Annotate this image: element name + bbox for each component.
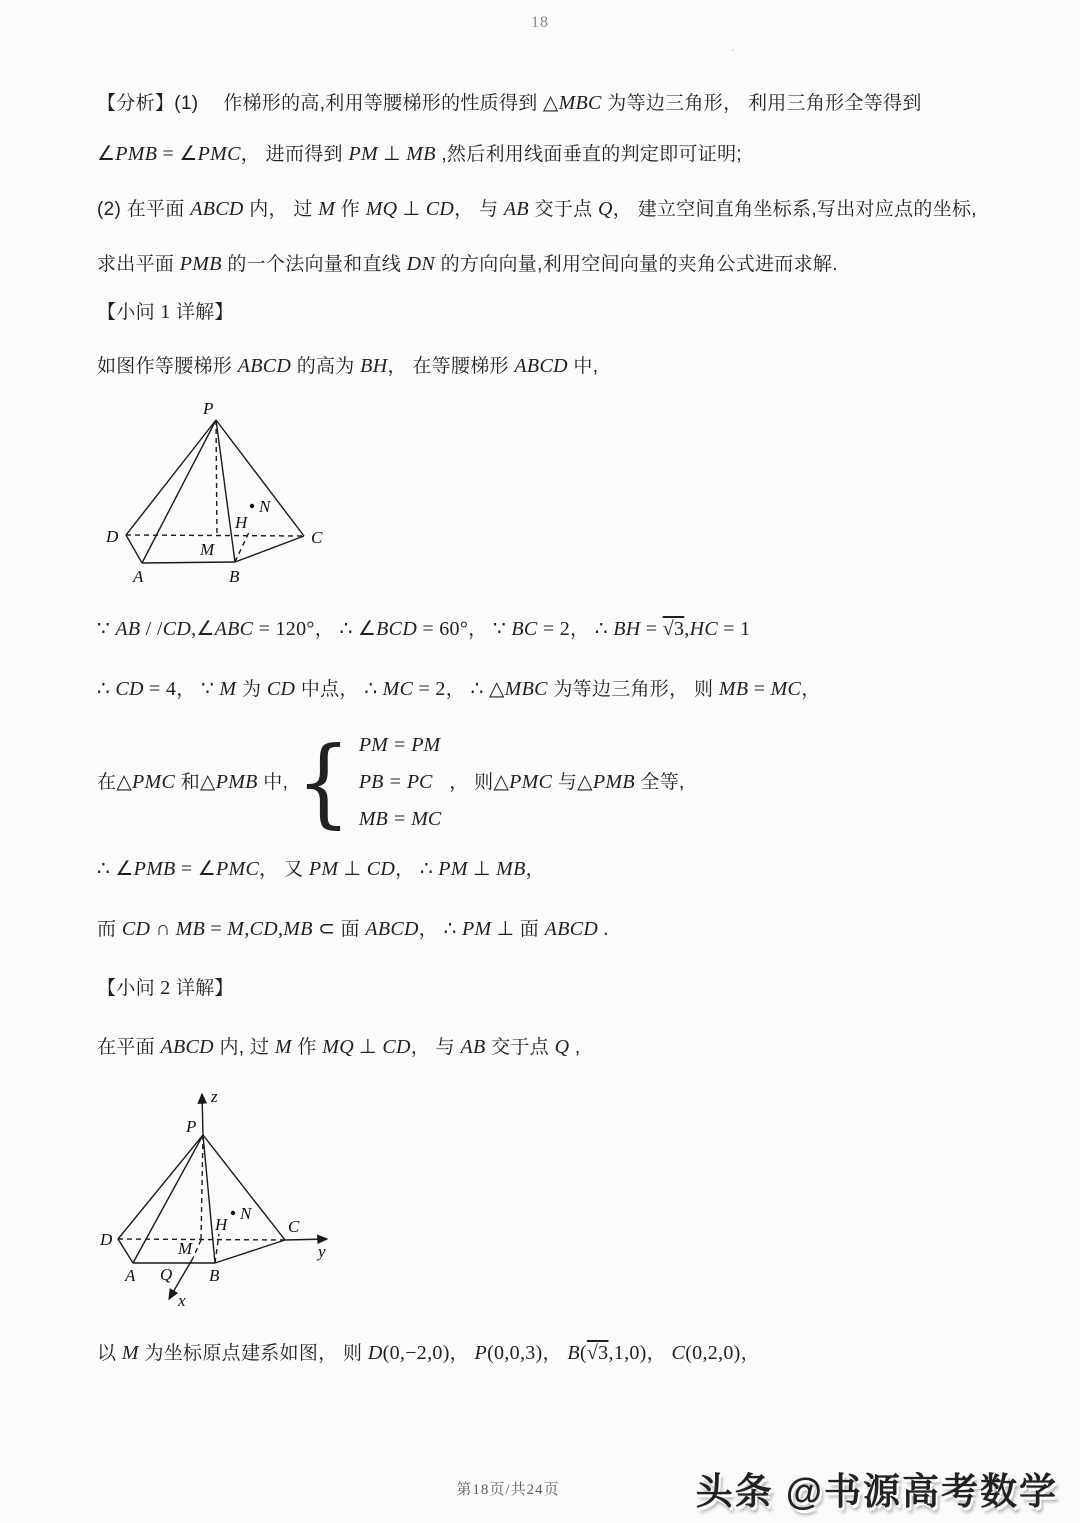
text-segment: CD (266, 678, 296, 700)
text-segment: MBC (504, 678, 548, 700)
text-segment: ， (525, 859, 545, 880)
text-segment: = 1 (717, 618, 751, 640)
text-segment: 在 (97, 772, 117, 793)
altitude-pm (201, 1135, 203, 1240)
figure-pyramid-1 (92, 398, 352, 593)
text-segment: ( (579, 1342, 587, 1364)
text-segment: = ∠ (175, 858, 216, 880)
text-segment: 中点， (295, 679, 365, 700)
text-segment: ,然后利用线面垂直的判定即可证明; (435, 144, 742, 165)
text-segment: 如图作等腰梯形 (97, 356, 238, 377)
text-segment: ⊥ (467, 858, 497, 880)
text-segment: MBC (558, 92, 602, 114)
altitude-pm (216, 420, 217, 536)
point-n-dot (250, 504, 254, 508)
text-segment: PMB (179, 253, 222, 275)
page-number-top: 18 (531, 14, 549, 31)
text-segment: PMC (509, 771, 553, 793)
text-segment: DN (406, 253, 436, 275)
text-segment: M (219, 678, 237, 700)
text-segment: 而 (97, 919, 122, 940)
text-segment: CD (366, 858, 396, 880)
text-segment: = 2 (413, 678, 446, 700)
text-segment: PM (438, 858, 468, 880)
text-segment: CD (382, 1036, 411, 1058)
text-segment: ABCD (514, 355, 568, 377)
text-segment: ， (395, 859, 420, 880)
z-axis-label: z (211, 1087, 218, 1106)
text-segment: M (318, 198, 336, 220)
text-segment: △ (537, 92, 559, 114)
vertex-label-d: D (106, 527, 119, 546)
deduction-line-3 (97, 856, 545, 883)
text-segment: = 4 (143, 678, 177, 700)
vertex-label-a: A (133, 567, 144, 586)
text-segment: ， (646, 1343, 672, 1364)
text-segment: PM (348, 143, 378, 165)
text-segment: MQ (365, 198, 398, 220)
text-segment: AB (503, 198, 529, 220)
analysis-line-2 (97, 141, 742, 168)
text-segment: ， 与 (454, 199, 504, 220)
text-segment: MB (175, 918, 206, 940)
text-segment: PMB (592, 771, 635, 793)
text-segment: Q (554, 1036, 570, 1058)
text-segment: 【小问 (97, 978, 155, 999)
text-segment: ∵ (97, 618, 116, 640)
text-segment: = 120° (253, 618, 315, 640)
text-segment: , (277, 918, 284, 940)
analysis2-line-1 (97, 196, 977, 223)
text-segment: 交于点 (485, 1037, 555, 1058)
subquestion-2-heading (97, 975, 234, 1002)
text-segment: / / (140, 618, 163, 640)
footer-page-label: 第18页/共24页 (456, 1482, 560, 1498)
x-axis-label: x (178, 1291, 186, 1310)
text-segment: ∴ ∠ (97, 858, 134, 880)
vertex-label-b: B (209, 1266, 220, 1285)
point-n-dot (231, 1211, 235, 1215)
coordinates-line (97, 1340, 760, 1367)
text-segment: . (598, 918, 609, 940)
solution2-intro-line (97, 1034, 581, 1061)
text-segment: ABCD (365, 918, 419, 940)
text-segment: = 60° (417, 618, 469, 640)
text-segment: 的一个法向量和直线 (221, 254, 407, 275)
text-segment: CD (425, 198, 455, 220)
text-segment: 为 (236, 679, 267, 700)
text-segment: ⊥ (491, 918, 520, 940)
point-label-n: N (259, 497, 271, 516)
text-segment: 作 (291, 1037, 323, 1058)
text-segment: ∵ (201, 678, 220, 700)
text-segment: △ (577, 771, 593, 793)
text-segment: AB (460, 1036, 486, 1058)
vertex-label-c: C (311, 528, 323, 547)
text-segment: CD (162, 618, 192, 640)
text-segment: PMC (132, 771, 176, 793)
text-segment: AB (115, 618, 141, 640)
text-segment: 以 (97, 1343, 122, 1364)
system-prefix (97, 769, 288, 796)
text-segment: ， (542, 1343, 568, 1364)
text-segment: ⊥ (397, 198, 426, 220)
text-segment: BH (360, 355, 388, 377)
text-segment: ∩ (150, 918, 176, 940)
text-segment: ∴ ∠ (339, 618, 377, 640)
text-segment: Q (598, 198, 613, 220)
text-segment: MB (283, 918, 313, 940)
text-segment: △ (493, 771, 510, 793)
text-segment: ∴ (419, 858, 439, 880)
text-segment: ∵ (493, 618, 512, 640)
text-segment: ， (570, 619, 595, 640)
text-segment: √ 3 (587, 1342, 609, 1364)
analysis-line-1 (97, 90, 922, 117)
text-segment: MB (718, 678, 749, 700)
text-segment: 为坐标原点建系如图， 则 (138, 1343, 368, 1364)
text-segment: ， 进而得到 (240, 144, 349, 165)
text-segment: ， (801, 679, 821, 700)
text-segment: 作 (335, 199, 366, 220)
hidden-edge-dc (126, 535, 304, 536)
text-segment: 面 (519, 919, 545, 940)
text-segment: , (244, 918, 250, 940)
text-segment: MQ (322, 1036, 354, 1058)
text-segment: BCD (376, 618, 418, 640)
text-segment: ， (468, 619, 494, 640)
text-segment: 和 (175, 772, 201, 793)
point-label-m: M (178, 1239, 193, 1258)
text-segment: ⊥ (377, 143, 407, 165)
text-segment: PMB (133, 858, 176, 880)
text-segment: M (227, 918, 245, 940)
text-segment: MC (770, 678, 802, 700)
text-segment: = 2 (537, 618, 571, 640)
point-label-m: M (200, 540, 215, 559)
text-segment: ， (449, 1343, 475, 1364)
pyramid-edges (126, 420, 304, 563)
text-segment: 的方向向量,利用空间向量的夹角公式进而求解. (435, 254, 838, 275)
vertex-label-p: P (186, 1117, 197, 1136)
text-segment: 为等边三角形， 则 (547, 679, 719, 700)
text-segment: = (205, 918, 228, 940)
text-segment: M (274, 1036, 292, 1058)
text-segment: △ (200, 771, 216, 793)
hidden-edge-dc (118, 1239, 285, 1240)
watermark-text: 头条 @书源高考数学 (695, 1471, 1058, 1512)
text-segment: (0,0,3) (487, 1342, 543, 1364)
vertex-label-b: B (229, 567, 240, 586)
text-segment: ， (418, 919, 444, 940)
text-segment: M (121, 1342, 139, 1364)
text-segment: ⊂ (312, 918, 341, 940)
text-segment: 内， 过 (243, 199, 319, 220)
x-axis-hidden (193, 1240, 201, 1258)
text-segment: ， (740, 1343, 760, 1364)
stray-mark: . (731, 38, 735, 54)
equation-system-row (97, 727, 685, 838)
text-segment: 为等边三角形， 利用三角形全等得到 (601, 93, 922, 114)
text-segment: ， 又 (259, 859, 309, 880)
text-segment: MC (382, 678, 414, 700)
text-segment: 中, (257, 772, 289, 793)
text-segment: CD (249, 918, 278, 940)
text-segment: = (748, 678, 771, 700)
text-segment: BC (511, 618, 538, 640)
text-segment: CD (115, 678, 144, 700)
text-segment: PM (308, 858, 339, 880)
system-brace: { (296, 726, 351, 839)
text-segment: , (569, 1037, 581, 1058)
text-segment: 【小问 (97, 302, 155, 323)
text-segment: PMC (215, 858, 260, 880)
system-equations (359, 727, 441, 838)
text-segment: 1 (154, 301, 176, 323)
analysis2-line-2 (97, 251, 838, 278)
pyramid-edges (118, 1094, 327, 1299)
text-segment: √ 3 (663, 618, 685, 640)
text-segment: HC (689, 618, 718, 640)
text-segment: B (567, 1342, 580, 1364)
text-segment: 2 (154, 977, 176, 999)
text-segment: ∴ (364, 678, 383, 700)
z-axis (202, 1094, 203, 1135)
segment-bh (215, 1234, 219, 1263)
text-segment: PMC (197, 143, 241, 165)
text-segment: ABCD (544, 918, 599, 940)
text-segment: ABCD (160, 1036, 214, 1058)
text-segment: , (684, 618, 690, 640)
point-label-h: H (235, 513, 248, 532)
text-segment: 详解】 (175, 978, 234, 999)
text-segment: ,∠ (191, 618, 215, 640)
text-segment: ABCD (190, 198, 244, 220)
text-segment: BH (613, 618, 641, 640)
text-segment: 详解】 (175, 302, 234, 323)
text-segment: ， 与 (410, 1037, 461, 1058)
vertex-label-c: C (288, 1217, 300, 1236)
text-segment: = ∠ (157, 143, 198, 165)
text-segment: ， (445, 679, 471, 700)
text-segment: ABC (214, 618, 254, 640)
text-segment: ,1,0) (608, 1342, 647, 1364)
deduction-line-4 (97, 916, 609, 943)
text-segment: ⊥ (353, 1036, 383, 1058)
text-segment: ∴ △ (470, 678, 505, 700)
system-equation: PB = PC (358, 771, 433, 793)
text-segment: 在平面 (97, 1037, 161, 1058)
solution1-intro-line (97, 353, 598, 380)
text-segment: 交于点 (528, 199, 598, 220)
text-segment: ∴ (97, 678, 116, 700)
text-segment: D (367, 1342, 383, 1364)
text-segment: PMB (215, 771, 258, 793)
text-segment: (0,2,0) (685, 1342, 741, 1364)
text-segment: 与 (552, 772, 578, 793)
text-segment: ∴ (443, 918, 462, 940)
text-segment: ， 在等腰梯形 (387, 356, 515, 377)
text-segment: 求出平面 (97, 254, 180, 275)
system-suffix (449, 769, 684, 796)
text-segment: ABCD (237, 355, 292, 377)
text-segment: 中, (567, 356, 599, 377)
deduction-line-2 (97, 676, 821, 703)
text-segment: ， (176, 679, 202, 700)
text-segment: C (671, 1342, 686, 1364)
text-segment: △ (116, 771, 132, 793)
text-segment: (0,−2,0) (382, 1342, 450, 1364)
text-segment: PMB (115, 143, 158, 165)
text-segment: (2) 在平面 (97, 199, 191, 220)
text-segment: 【分析】(1) 作梯形的高,利用等腰梯形的性质得到 (97, 93, 538, 114)
system-equation: MB = MC (358, 808, 442, 830)
text-segment: ， 则 (449, 772, 494, 793)
vertex-label-d: D (100, 1230, 113, 1249)
y-axis (285, 1239, 327, 1240)
text-segment: 的高为 (291, 356, 361, 377)
deduction-line-1 (97, 616, 750, 643)
text-segment: 面 (340, 919, 366, 940)
text-segment: PM (461, 918, 492, 940)
text-segment: ∴ (594, 618, 614, 640)
point-label-n: N (240, 1204, 252, 1223)
figure-pyramid-axes-2 (90, 1082, 350, 1317)
point-label-q: Q (160, 1265, 173, 1284)
subquestion-1-heading (97, 299, 234, 326)
text-segment: 全等, (634, 772, 685, 793)
text-segment: MB (496, 858, 526, 880)
text-segment: ， (314, 619, 340, 640)
text-segment: 内, 过 (213, 1037, 275, 1058)
text-segment: ⊥ (338, 858, 367, 880)
text-segment: MB (406, 143, 436, 165)
system-equation: PM = PM (358, 734, 441, 756)
text-segment: P (474, 1342, 488, 1364)
text-segment: CD (121, 918, 151, 940)
text-segment: ， 建立空间直角坐标系,写出对应点的坐标, (612, 199, 977, 220)
y-axis-label: y (318, 1242, 326, 1261)
text-segment: ∠ (97, 143, 116, 165)
point-label-h: H (215, 1215, 228, 1234)
vertex-label-a: A (125, 1266, 136, 1285)
vertex-label-p: P (203, 399, 214, 418)
text-segment: = (640, 618, 663, 640)
